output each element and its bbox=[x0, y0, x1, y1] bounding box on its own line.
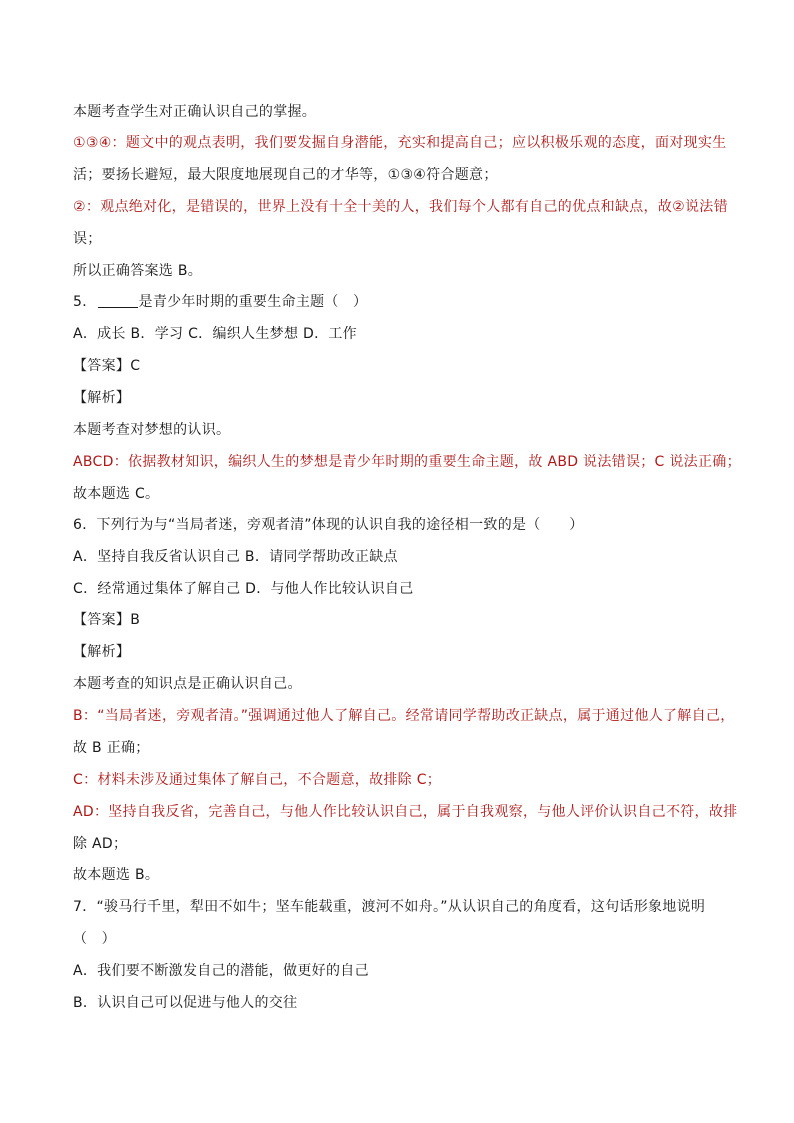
question-6-options: C．经常通过集体了解自己 D．与他人作比较认识自己 bbox=[73, 581, 414, 597]
analysis-item-line: 误； bbox=[73, 231, 102, 247]
question-7-stem: 7．“骏马行千里，犁田不如牛；坚车能载重，渡河不如舟。”从认识自己的角度看，这句话形象地说明 bbox=[73, 899, 706, 915]
analysis-intro: 本题考查学生对正确认识自己的掌握。 bbox=[73, 104, 317, 120]
question-stem-text: 是青少年时期的重要生命主题（ ） bbox=[138, 294, 368, 310]
question-6-analysis-intro: 本题考查的知识点是正确认识自己。 bbox=[73, 676, 302, 692]
question-5-analysis-detail: ABCD：依据教材知识，编织人生的梦想是青少年时期的重要生命主题，故 ABD 说法错误；C 说法正确； bbox=[73, 454, 741, 470]
question-5-analysis-label: 【解析】 bbox=[73, 390, 131, 406]
question-number: 5． bbox=[73, 294, 97, 310]
analysis-item-line: ①③④：题文中的观点表明，我们要发掘自身潜能，充实和提高自己；应以积极乐观的态度，面对现实生 bbox=[73, 135, 727, 151]
question-5-answer: 【答案】C bbox=[73, 358, 141, 374]
analysis-conclusion: 所以正确答案选 B。 bbox=[73, 263, 203, 279]
analysis-item-line: ②：观点绝对化，是错误的，世界上没有十全十美的人，我们每个人都有自己的优点和缺点，故②说法错 bbox=[73, 199, 728, 215]
question-6-options: A．坚持自我反省认识自己 B．请同学帮助改正缺点 bbox=[73, 549, 398, 565]
question-6-analysis-line: B：“当局者迷，旁观者清。”强调通过他人了解自己。经常请同学帮助改正缺点，属于通过他人了解自己， bbox=[73, 708, 735, 724]
question-5-conclusion: 故本题选 C。 bbox=[73, 486, 160, 502]
question-6-answer: 【答案】B bbox=[73, 612, 141, 628]
question-5-stem bbox=[73, 292, 367, 312]
question-7-option-b: B．认识自己可以促进与他人的交往 bbox=[73, 995, 298, 1011]
question-6-analysis-line: AD：坚持自我反省，完善自己，与他人作比较认识自己，属于自我观察，与他人评价认识自己不符，故排 bbox=[73, 804, 738, 820]
question-7-stem: （ ） bbox=[73, 931, 116, 947]
question-6-analysis-line: C：材料未涉及通过集体了解自己，不合题意，故排除 C； bbox=[73, 772, 442, 788]
question-5-analysis-intro: 本题考查对梦想的认识。 bbox=[73, 422, 231, 438]
question-6-analysis-label: 【解析】 bbox=[73, 644, 131, 660]
question-7-option-a: A．我们要不断激发自己的潜能，做更好的自己 bbox=[73, 963, 369, 979]
analysis-item-line: 活；要扬长避短，最大限度地展现自己的才华等，①③④符合题意； bbox=[73, 167, 498, 183]
question-5-options: A．成长 B．学习 C．编织人生梦想 D．工作 bbox=[73, 326, 357, 342]
question-6-analysis-line: 故 B 正确； bbox=[73, 740, 150, 756]
question-6-stem: 6．下列行为与“当局者迷，旁观者清”体现的认识自我的途径相一致的是（ ） bbox=[73, 517, 584, 533]
fill-blank bbox=[98, 293, 138, 308]
question-6-conclusion: 故本题选 B。 bbox=[73, 867, 160, 883]
question-6-analysis-line: 除 AD； bbox=[73, 836, 128, 852]
